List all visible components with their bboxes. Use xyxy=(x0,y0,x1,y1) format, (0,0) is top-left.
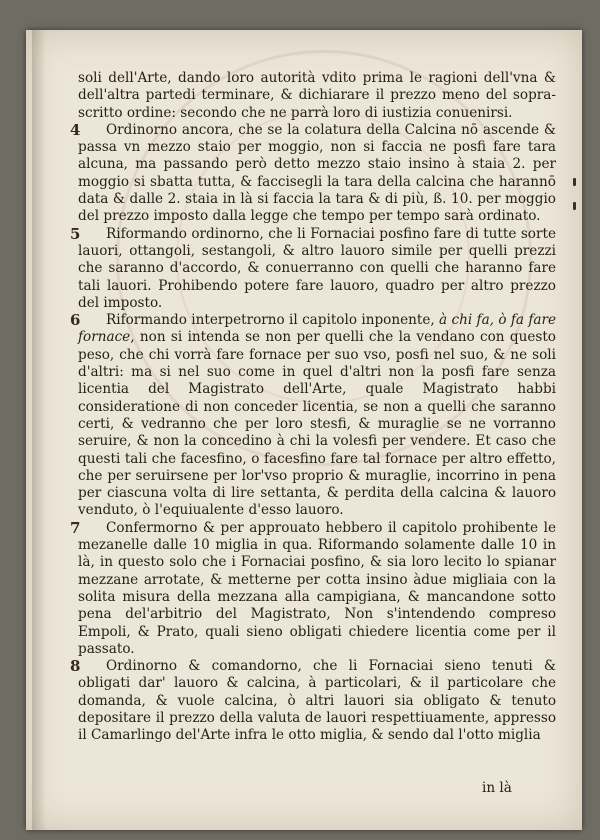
paragraph-number: 8 xyxy=(70,657,81,676)
paragraph-6 xyxy=(70,311,556,520)
paragraph-number: 5 xyxy=(70,224,81,243)
paragraph-number: 6 xyxy=(70,311,81,330)
paragraph-continuation xyxy=(78,70,556,122)
margin-mark xyxy=(573,178,576,186)
paragraph-5 xyxy=(70,224,556,312)
paragraph-8 xyxy=(70,657,556,744)
paragraph-text: Confermorno & per approuato hebbero il capitolo prohibente le mezanelle dalle 10 miglia in qua. Riformando solamente dalle 10 in là, in questo solo che i Fornaciai posfino, & sia loro lecito lo spianar mezzane arrotate, & metterne per cotta insino àdue migliaia con la solita misura della mezzana alla campigiana, & mancandone sotto pena del'arbitrio del Magistrato, Non s'intendendo compreso Empoli, & Prato, quali sieno obligati chiedere licentia come per il passato. xyxy=(78,519,556,657)
paragraph-text-italic: à chi fa, ò fa fare fornace xyxy=(78,312,556,346)
paragraph-text-after: , non si intenda se non per quelli che la vendano con questo peso, che chi vorrà fare fornace per suo vso, posfi nel suo, & ne soli d'altri: ma si nel suo come in quel d'altri non la posfi fare senza licentia del Magistrato dell'Arte, quale Magistrato habbi consideratione di non conceder licentia, se non a quelli che saranno certi, & vedranno che per loro stesfi, & muraglie se ne vorranno seruire, & non la concedino à chi la volesfi per vendere. Et caso che questi tali che facesfino, o facesfino fare tal fornace per altro effetto, che per seruirsene per lor'vso proprio & muraglie, incorrino in pena per ciascuna volta di lire settanta, & perdita della calcina & lauoro venduto, ò l'equiualente d'esso lauoro. xyxy=(78,329,556,519)
paragraph-4 xyxy=(70,120,556,226)
catchword: in là xyxy=(482,780,512,796)
paragraph-text: Ordinorno ancora, che se la colatura della Calcina nō ascende & passa vn mezzo staio per moggio, non si faccia ne posfi fare tara alcuna, ma passando però detto mezzo staio insino à staia 2. per moggio si sbatta tutta, & faccisegli la tara della calcina che harannō data & dalle 2. staia in là si faccia la tara & di più, ß. 10. per moggio del prezzo imposto dalla legge che tempo per tempo sarà ordinato. xyxy=(78,121,556,225)
paragraph-number: 4 xyxy=(70,120,81,139)
paragraph-text: Ordinorno & comandorno, che li Fornaciai sieno tenuti & obligati dar' lauoro & calcina, à particolari, & il particolare che domanda, & vuole calcina, ò altri lauori sia obligato & tenuto depositare il prezzo della valuta de lauori respettiuamente, appresso il Camarlingo del'Arte infra le otto miglia, & sendo dal l'otto miglia xyxy=(78,658,556,744)
paragraph-7 xyxy=(70,518,556,658)
document-page xyxy=(26,30,582,830)
paragraph-number: 7 xyxy=(70,518,81,537)
paragraph-text: Riformando ordinorno, che li Fornaciai posfino fare di tutte sorte lauori, ottangoli, sestangoli, & altro lauoro simile per quelli prezzi che saranno d'accordo, & conuerranno con quelli che haranno fare tali lauori. Prohibendo potere fare lauoro, quadro per altro prezzo del imposto. xyxy=(78,225,556,311)
page-body xyxy=(70,70,556,745)
paragraph-text-before: Riformando interpetrorno il capitolo inponente, xyxy=(106,312,435,329)
paragraph-text: soli dell'Arte, dando loro autorità vdito prima le ragioni dell'vna & dell'altra partedi terminare, & dichiarare il prezzo meno del sopra-scritto ordine: secondo che ne parrà loro di iustizia conuenirsi. xyxy=(78,70,556,121)
margin-mark xyxy=(573,202,576,210)
